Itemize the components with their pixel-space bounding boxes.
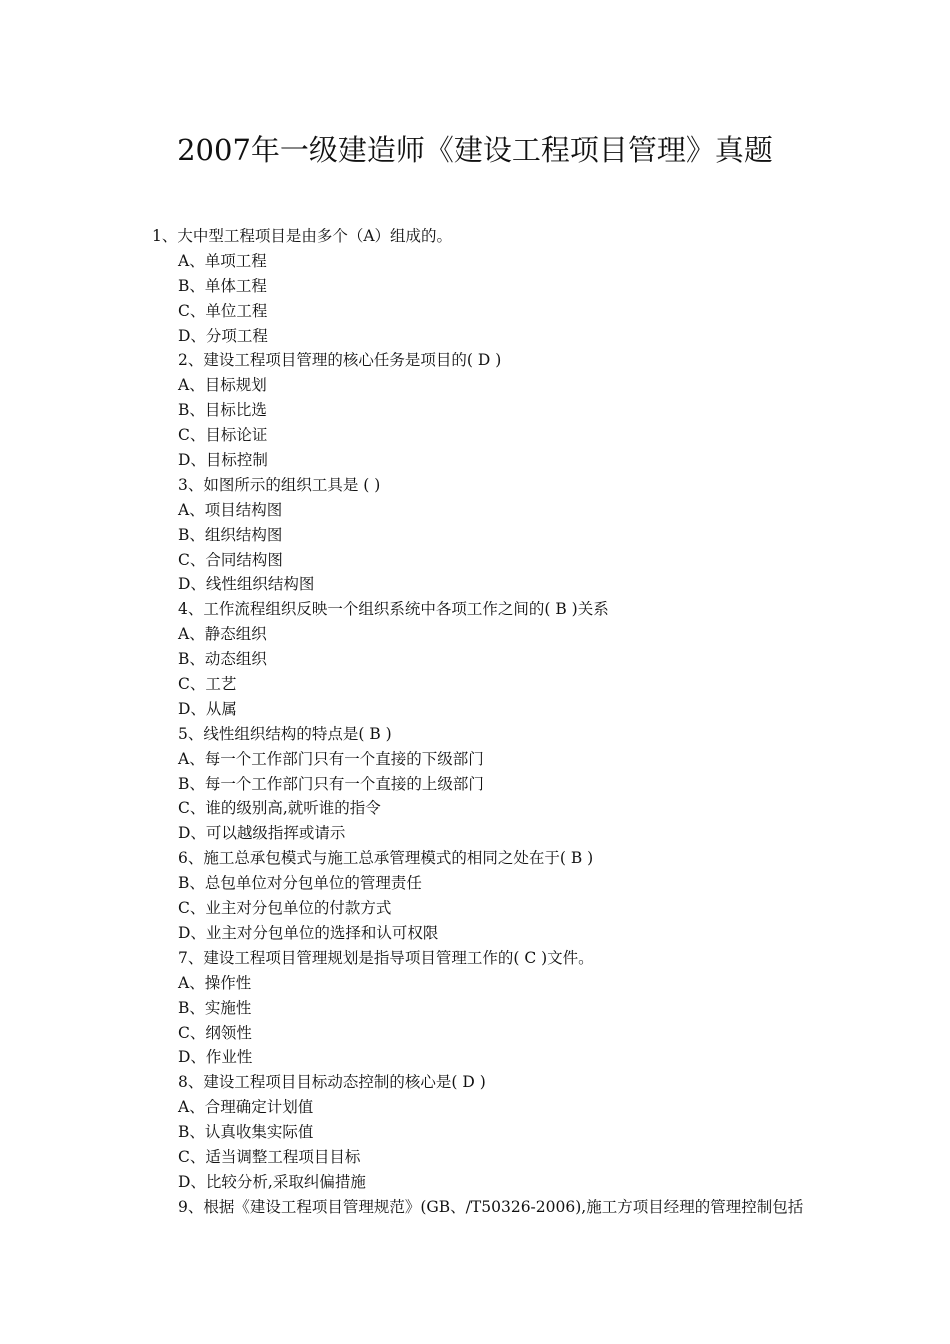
document-line: D、可以越级指挥或请示 [178, 824, 346, 843]
document-line: C、目标论证 [178, 426, 268, 445]
document-line: D、目标控制 [178, 451, 268, 470]
document-line: 2、建设工程项目管理的核心任务是项目的( D ) [178, 351, 502, 370]
document-line: C、业主对分包单位的付款方式 [178, 899, 392, 918]
document-line: C、谁的级别高,就听谁的指令 [178, 799, 381, 818]
document-line: B、单体工程 [178, 276, 267, 295]
document-line: C、单位工程 [178, 301, 268, 320]
document-line: C、工艺 [178, 675, 237, 694]
document-line: D、业主对分包单位的选择和认可权限 [178, 923, 439, 942]
document-line: A、单项工程 [178, 251, 267, 270]
document-line: D、从属 [178, 699, 237, 718]
document-line: B、认真收集实际值 [178, 1123, 314, 1142]
document-line: 3、如图所示的组织工具是 ( ) [178, 475, 381, 494]
document-line: 5、线性组织结构的特点是( B ) [178, 724, 392, 743]
document-line: A、目标规划 [178, 376, 267, 395]
document-line: D、线性组织结构图 [178, 575, 315, 594]
document-line: A、项目结构图 [178, 500, 283, 519]
document-line: C、适当调整工程项目目标 [178, 1147, 361, 1166]
document-line: D、分项工程 [178, 326, 268, 345]
document-line: B、每一个工作部门只有一个直接的上级部门 [178, 774, 484, 793]
document-line: 1、大中型工程项目是由多个（A）组成的。 [152, 227, 453, 245]
document-title: 2007年一级建造师《建设工程项目管理》真题 [177, 133, 773, 167]
document-line: 6、施工总承包模式与施工总承管理模式的相同之处在于( B ) [178, 849, 594, 868]
document-line: A、合理确定计划值 [178, 1098, 314, 1117]
document-line: B、组织结构图 [178, 525, 283, 544]
document-line: A、静态组织 [178, 625, 267, 644]
document-line: B、实施性 [178, 998, 252, 1017]
question-list [0, 224, 950, 1220]
document-line: C、合同结构图 [178, 550, 283, 569]
document-line: B、动态组织 [178, 650, 267, 669]
document-line: A、每一个工作部门只有一个直接的下级部门 [178, 749, 484, 768]
document-line: 9、根据《建设工程项目管理规范》(GB、/T50326-2006),施工方项目经理的管理控制包括 [178, 1197, 804, 1216]
document-line: D、比较分析,采取纠偏措施 [178, 1172, 366, 1191]
document-line: B、目标比选 [178, 401, 267, 420]
document-line: A、操作性 [178, 973, 252, 992]
document-line: 4、工作流程组织反映一个组织系统中各项工作之间的( B )关系 [178, 600, 609, 619]
document-line: D、作业性 [178, 1048, 253, 1067]
document-line: 8、建设工程项目目标动态控制的核心是( D ) [178, 1073, 486, 1092]
document-line: C、纲领性 [178, 1023, 252, 1042]
document-line: 7、建设工程项目管理规划是指导项目管理工作的( C )文件。 [178, 948, 594, 967]
document-line: B、总包单位对分包单位的管理责任 [178, 874, 422, 893]
